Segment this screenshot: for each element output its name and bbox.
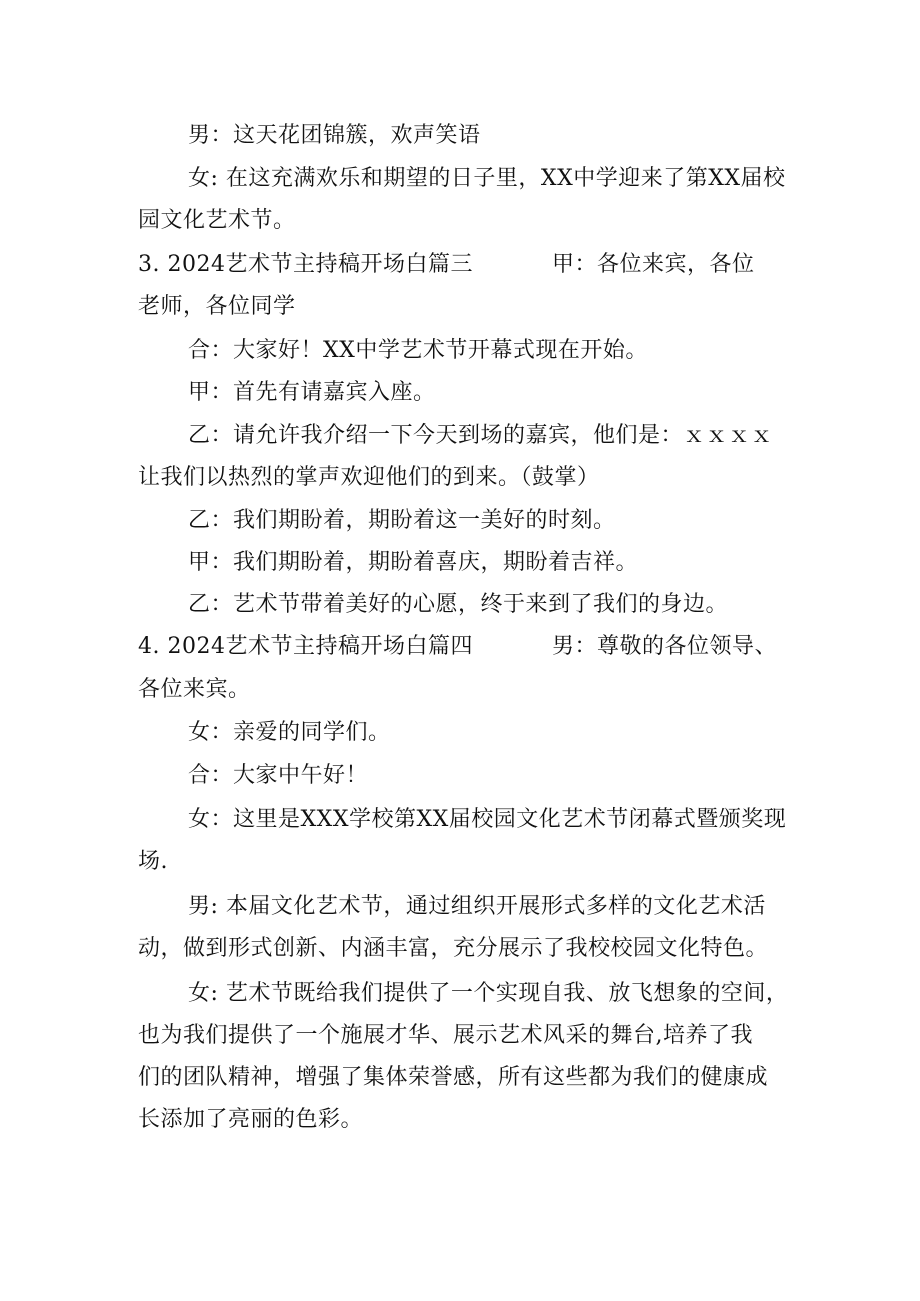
text-line: 女：这里是XXX学校第XX届校园文化艺术节闭幕式暨颁奖现 xyxy=(188,807,787,832)
text-line: 老师，各位同学 xyxy=(138,294,296,319)
text-line: 乙：我们期盼着，期盼着这一美好的时刻。 xyxy=(188,508,616,533)
paragraph-heading-4-continued xyxy=(138,669,788,711)
paragraph-yi-3 xyxy=(138,584,788,626)
text-line: 女：亲爱的同学们。 xyxy=(188,720,391,745)
text-line: 合：大家中午好！ xyxy=(188,763,369,788)
paragraph-female-3 xyxy=(138,799,788,883)
text-line: 也为我们提供了一个施展才华、展示艺术风采的舞台,培养了我 xyxy=(138,1023,753,1048)
text-line: 乙：艺术节带着美好的心愿，终于来到了我们的身边。 xyxy=(188,592,729,617)
text-line: 女: 在这充满欢乐和期望的日子里，XX中学迎来了第XX届校 xyxy=(188,166,786,191)
paragraph-jia-2 xyxy=(138,542,788,584)
heading-tail-text: 甲：各位来宾，各位 xyxy=(552,252,755,277)
text-line: 动，做到形式创新、内涵丰富，充分展示了我校校园文化特色。 xyxy=(138,936,769,961)
text-line: 各位来宾。 xyxy=(138,677,251,702)
section-heading-3 xyxy=(138,244,788,286)
heading-tail-text: 男：尊敬的各位领导、 xyxy=(552,634,778,659)
text-line: 场. xyxy=(138,849,168,874)
section-title: 4. 2024艺术节主持稿开场白篇四 xyxy=(138,634,473,659)
paragraph-heading-3-continued xyxy=(138,286,788,328)
paragraph-jia-1 xyxy=(138,372,788,414)
paragraph-together-2 xyxy=(138,755,788,797)
paragraph-female-2 xyxy=(138,712,788,754)
text-line: 长添加了亮丽的色彩。 xyxy=(138,1107,364,1132)
text-line: 们的团队精神，增强了集体荣誉感，所有这些都为我们的健康成 xyxy=(138,1065,769,1090)
paragraph-together-1 xyxy=(138,330,788,372)
text-line: 让我们以热烈的掌声欢迎他们的到来。（鼓掌） xyxy=(138,465,600,490)
text-line: 甲：首先有请嘉宾入座。 xyxy=(188,380,436,405)
paragraph-yi-2 xyxy=(138,500,788,542)
text-line: 男: 本届文化艺术节，通过组织开展形式多样的文化艺术活 xyxy=(188,894,766,919)
paragraph-yi-1 xyxy=(138,415,788,499)
section-heading-4 xyxy=(138,626,788,668)
section-title: 3. 2024艺术节主持稿开场白篇三 xyxy=(138,252,473,277)
paragraph-male-2 xyxy=(138,886,788,970)
paragraph-female-4 xyxy=(138,973,788,1141)
paragraph-male-1 xyxy=(138,115,788,157)
paragraph-female-1 xyxy=(138,158,788,242)
text-line: 女: 艺术节既给我们提供了一个实现自我、放飞想象的空间， xyxy=(188,981,789,1006)
text-line: 甲：我们期盼着，期盼着喜庆，期盼着吉祥。 xyxy=(188,550,639,575)
text-line: 园文化艺术节。 xyxy=(138,208,296,233)
text-line: 合：大家好！XX中学艺术节开幕式现在开始。 xyxy=(188,338,648,363)
text-line: 乙：请允许我介绍一下今天到场的嘉宾，他们是：ｘｘｘｘ xyxy=(188,423,774,448)
text-line: 男：这天花团锦簇，欢声笑语 xyxy=(188,123,481,148)
